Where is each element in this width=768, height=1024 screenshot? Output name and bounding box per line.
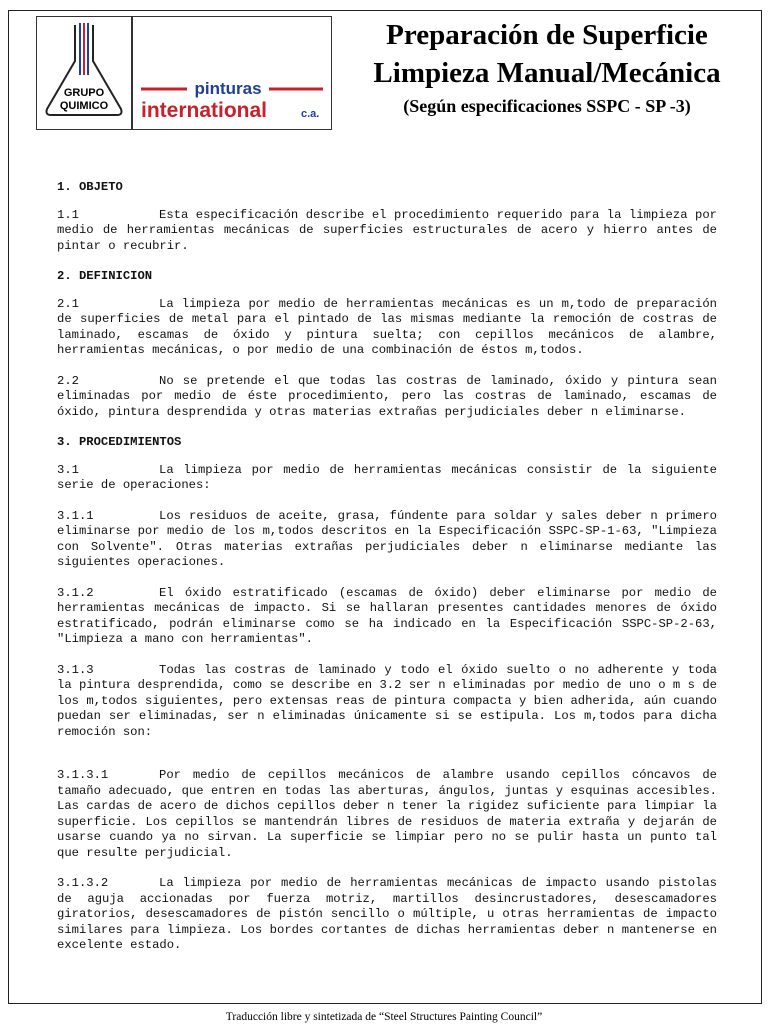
footer-credit: Traducción libre y sintetizada de “Steel Structures Painting Council” [225,1011,543,1023]
paragraph-text: Los residuos de aceite, grasa, fúndente para soldar y sales deber n primero eliminarse por medio de los m,todos descritos en la Especificación SSPC-SP-1-63, "Limpieza con Solvente". Otras materias extrañas perjudiciales deber n eliminarse mediante las siguientes operaciones. [57,508,717,569]
paragraph-number: 3.1.3.1 [57,768,109,782]
paragraph [57,509,717,571]
paragraph-number: 2.2 [57,373,79,388]
paragraph [57,463,717,494]
paragraph [57,663,717,741]
paragraph [57,876,717,954]
pinturas-international-logo [132,16,332,130]
paragraph-text: La limpieza por medio de herramientas mecánicas consistir de la siguiente serie de operaciones: [57,462,717,492]
paragraph-number: 3.1.3.2 [57,876,109,890]
logo-ca-suffix: c.a. [301,108,320,120]
document-body [57,180,717,969]
document-title-block [340,16,754,119]
paragraph [57,374,717,421]
paragraph-number: 3.1 [57,462,79,477]
paragraph-text: El óxido estratificado (escamas de óxido) deber eliminarse por medio de herramientas mecánicas de impacto. Si se hallaran presentes cantidades menores de óxido estratificado, podrán eliminarse como se ha indicado en la Especificación SSPC-SP-2-63, "Limpieza a mano con herramientas". [57,585,717,646]
title-line-2: Limpieza Manual/Mecánica [373,57,721,89]
paragraph-text: La limpieza por medio de herramientas mecánicas de impacto usando pistolas de aguja accionadas por fuerza motriz, martillos desincrustadores, desescamadores giratorios, desescamadores de pistón sencillo o múltiple, u otras herramientas de impacto similares para limpieza. Los bordes cortantes de dichas herramientas deber n mantenerse en excelente estado. [57,876,717,952]
logo-quimico-word: QUIMICO [59,100,109,112]
paragraph-number: 3.1.1 [57,508,94,523]
paragraph [57,586,717,648]
paragraph-text: No se pretende el que todas las costras de laminado, óxido y pintura sean eliminadas por medio de éste procedimiento, pero las costras de laminado, escamas de óxido, pintura desprendida y otras materias extrañas perjudiciales deber n eliminarse. [57,373,717,419]
section-heading: 1. OBJETO [57,180,123,194]
title-line-1: Preparación de Superficie [386,19,708,51]
paragraph-number: 3.1.3 [57,662,94,677]
paragraph-text: La limpieza por medio de herramientas mecánicas es un m,todo de preparación de superficies de metal para el pintado de las mismas mediante la remoción de costras de laminado, escamas de óxido y pintura suelta; con cepillos mecánicos de alambre, herramientas mecánicas, o por medio de una combinación de éstos m,todos. [57,296,717,357]
paragraph [57,768,717,861]
paragraph-text: Por medio de cepillos mecánicos de alambre usando cepillos cóncavos de tamaño adecuado, que entren en todas las aberturas, ángulos, juntas y esquinas accesibles. Las cardas de acero de dichos cepillos deber n tener la rigidez suficiente para limpiar la superficie. Los cepillos se mantendrán libres de residuos de materia extraña y dejarán de usarse cuando ya no sirvan. La superficie se limpiar pero no se pulir hasta un punto tal que resulte perjudicial. [57,768,717,860]
logo-pinturas-word: pinturas [194,79,262,98]
document-subtitle: (Según especificaciones SSPC - SP -3) [403,96,691,116]
paragraph-text: Esta especificación describe el procedimiento requerido para la limpieza por medio de herramientas mecánicas de superficies estructurales de acero y hierro antes de pintar o recubrir. [57,207,717,253]
paragraph-number: 1.1 [57,207,79,222]
grupo-quimico-logo [36,16,132,130]
paragraph [57,208,717,255]
paragraph-text: Todas las costras de laminado y todo el óxido suelto o no adherente y toda la pintura desprendida, como se describe en 3.2 ser n eliminadas por medio de uno o m s de los m,todos siguientes, pero extensas reas de pintura compacta y bien adherida, aún cuando puedan ser eliminadas, ser n eliminadas únicamente si se estipula. Los m,todos para dicha remoción son: [57,662,717,739]
logo-international-word: international [141,99,268,122]
paragraph-number: 3.1.2 [57,585,94,600]
section-heading: 3. PROCEDIMIENTOS [57,435,182,449]
paragraph-number: 2.1 [57,296,79,311]
paragraph [57,297,717,359]
section-heading: 2. DEFINICION [57,269,153,283]
logo-grupo-word: GRUPO [63,87,105,99]
